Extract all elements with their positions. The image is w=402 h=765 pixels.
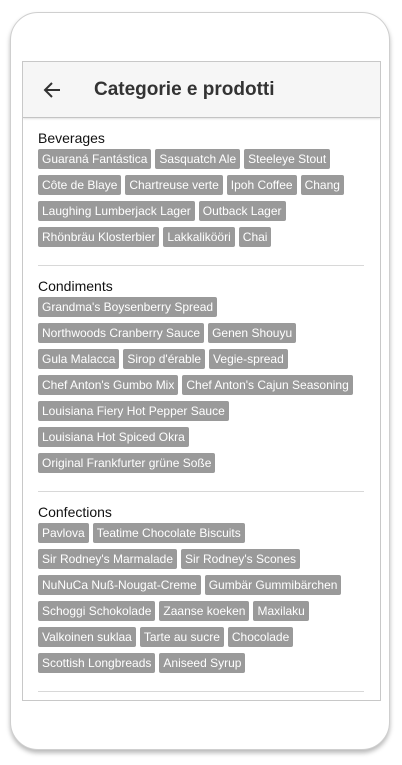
app-screen [22,61,381,701]
category-list [23,118,380,692]
product-chip[interactable]: Genen Shouyu [208,323,296,343]
product-chip-list [38,149,364,253]
product-chip[interactable]: Gula Malacca [38,349,119,369]
product-chip-list [38,523,364,679]
product-chip[interactable]: Original Frankfurter grüne Soße [38,453,215,473]
product-chip[interactable]: Outback Lager [199,201,286,221]
product-chip[interactable]: Pavlova [38,523,89,543]
product-chip[interactable]: Sasquatch Ale [155,149,240,169]
product-chip[interactable]: Maxilaku [253,601,308,621]
category-title: Confections [38,504,112,520]
product-chip[interactable]: Côte de Blaye [38,175,121,195]
product-chip[interactable]: Chef Anton's Gumbo Mix [38,375,178,395]
category-title: Condiments [38,278,113,294]
product-chip[interactable]: Laughing Lumberjack Lager [38,201,195,221]
arrow-left-icon [42,80,62,100]
product-chip-list [38,297,364,479]
product-chip[interactable]: Chang [301,175,344,195]
category-section [38,266,364,492]
product-chip[interactable]: Chai [239,227,272,247]
page-title: Categorie e prodotti [94,78,275,100]
product-chip[interactable]: Grandma's Boysenberry Spread [38,297,217,317]
product-chip[interactable]: Guaraná Fantástica [38,149,151,169]
product-chip[interactable]: Tarte au sucre [140,627,224,647]
back-button[interactable] [38,76,66,104]
product-chip[interactable]: Aniseed Syrup [159,653,245,673]
product-chip[interactable]: Northwoods Cranberry Sauce [38,323,204,343]
category-section [38,118,364,266]
product-chip[interactable]: Rhönbräu Klosterbier [38,227,159,247]
product-chip[interactable]: Schoggi Schokolade [38,601,155,621]
product-chip[interactable]: Ipoh Coffee [227,175,297,195]
product-chip[interactable]: Louisiana Hot Spiced Okra [38,427,189,447]
product-chip[interactable]: NuNuCa Nuß-Nougat-Creme [38,575,201,595]
product-chip[interactable]: Chartreuse verte [125,175,222,195]
product-chip[interactable]: Chef Anton's Cajun Seasoning [182,375,352,395]
product-chip[interactable]: Teatime Chocolate Biscuits [93,523,245,543]
category-section [38,492,364,692]
product-chip[interactable]: Vegie-spread [209,349,288,369]
product-chip[interactable]: Steeleye Stout [244,149,330,169]
product-chip[interactable]: Scottish Longbreads [38,653,155,673]
app-bar [23,62,380,118]
category-title: Beverages [38,130,105,146]
product-chip[interactable]: Gumbär Gummibärchen [205,575,342,595]
product-chip[interactable]: Sir Rodney's Marmalade [38,549,177,569]
product-chip[interactable]: Chocolade [228,627,293,647]
product-chip[interactable]: Valkoinen suklaa [38,627,136,647]
product-chip[interactable]: Sir Rodney's Scones [181,549,300,569]
product-chip[interactable]: Sirop d'érable [123,349,205,369]
product-chip[interactable]: Zaanse koeken [159,601,249,621]
product-chip[interactable]: Louisiana Fiery Hot Pepper Sauce [38,401,229,421]
product-chip[interactable]: Lakkalikööri [163,227,234,247]
